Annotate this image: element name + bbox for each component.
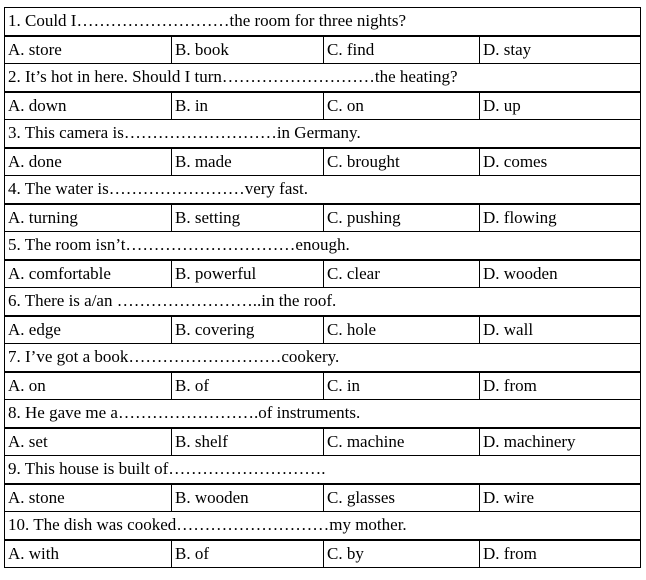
options-row [5,372,641,400]
option-c: C. brought [324,148,480,176]
option-d: D. from [480,540,641,568]
option-b: B. wooden [172,484,324,512]
question-text: 7. I’ve got a book………………………cookery. [5,344,641,372]
options-row [5,148,641,176]
question-text: 5. The room isn’t…………………………enough. [5,232,641,260]
option-b: B. of [172,372,324,400]
option-b: B. made [172,148,324,176]
question-text: 1. Could I………………………the room for three nights? [5,8,641,36]
option-a: A. turning [5,204,172,232]
option-a: A. store [5,36,172,64]
question-row [5,8,641,36]
question-row [5,400,641,428]
option-c: C. pushing [324,204,480,232]
option-b: B. shelf [172,428,324,456]
option-b: B. of [172,540,324,568]
option-c: C. by [324,540,480,568]
option-d: D. comes [480,148,641,176]
option-a: A. stone [5,484,172,512]
options-row [5,316,641,344]
option-b: B. book [172,36,324,64]
question-row [5,64,641,92]
options-row [5,92,641,120]
option-a: A. done [5,148,172,176]
options-row [5,36,641,64]
question-row [5,512,641,540]
question-row [5,288,641,316]
question-text: 3. This camera is………………………in Germany. [5,120,641,148]
question-text: 8. He gave me a…………………….of instruments. [5,400,641,428]
question-row [5,344,641,372]
option-b: B. setting [172,204,324,232]
option-a: A. with [5,540,172,568]
option-a: A. comfortable [5,260,172,288]
option-a: A. set [5,428,172,456]
options-row [5,204,641,232]
option-d: D. stay [480,36,641,64]
options-row [5,260,641,288]
quiz-table [4,7,641,568]
question-text: 9. This house is built of………………………. [5,456,641,484]
option-d: D. wall [480,316,641,344]
question-text: 10. The dish was cooked………………………my mother. [5,512,641,540]
option-a: A. down [5,92,172,120]
option-c: C. glasses [324,484,480,512]
option-d: D. wire [480,484,641,512]
option-c: C. clear [324,260,480,288]
option-c: C. on [324,92,480,120]
option-d: D. wooden [480,260,641,288]
option-b: B. covering [172,316,324,344]
question-text: 2. It’s hot in here. Should I turn………………………the heating? [5,64,641,92]
option-d: D. flowing [480,204,641,232]
option-c: C. find [324,36,480,64]
option-a: A. on [5,372,172,400]
option-b: B. in [172,92,324,120]
question-row [5,232,641,260]
options-row [5,428,641,456]
option-a: A. edge [5,316,172,344]
options-row [5,484,641,512]
option-d: D. from [480,372,641,400]
question-row [5,176,641,204]
options-row [5,540,641,568]
option-d: D. machinery [480,428,641,456]
question-text: 4. The water is……………………very fast. [5,176,641,204]
question-row [5,456,641,484]
option-b: B. powerful [172,260,324,288]
option-c: C. in [324,372,480,400]
option-c: C. hole [324,316,480,344]
question-text: 6. There is a/an ……………………..in the roof. [5,288,641,316]
option-d: D. up [480,92,641,120]
option-c: C. machine [324,428,480,456]
question-row [5,120,641,148]
